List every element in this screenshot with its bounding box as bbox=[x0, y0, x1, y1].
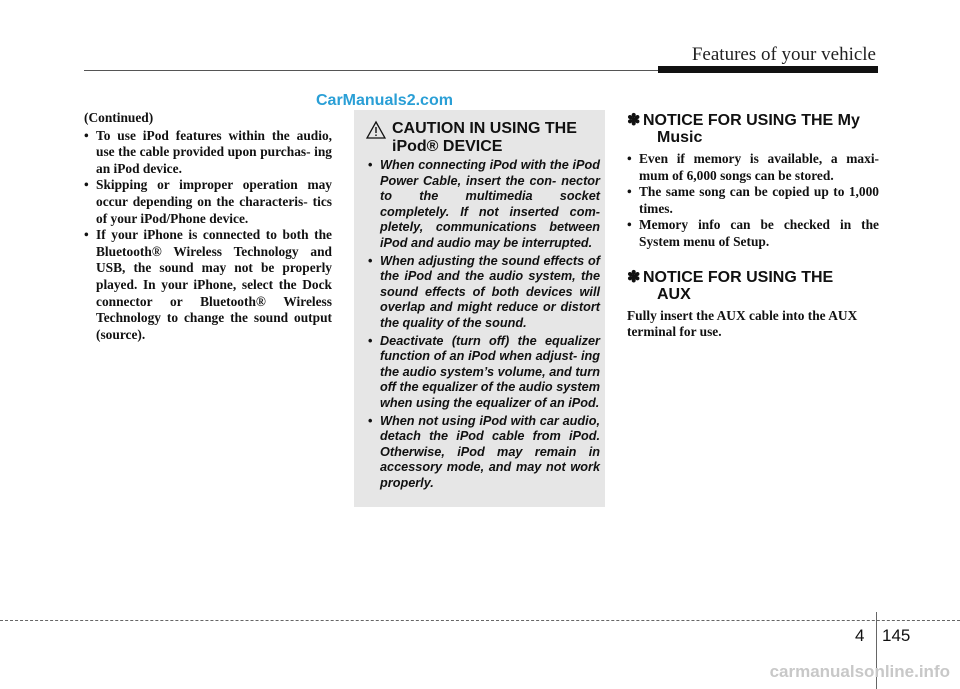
list-item: • To use iPod features within the audio, use the cable provided upon purchas- ing an iPod device. bbox=[84, 128, 332, 178]
chapter-number: 4 bbox=[855, 626, 865, 645]
caution-title: CAUTION IN USING THE iPod® DEVICE bbox=[392, 120, 577, 155]
notice-aux-title-line2: AUX bbox=[657, 285, 691, 303]
page-header-title: Features of your vehicle bbox=[691, 44, 876, 65]
notice-music-list bbox=[627, 151, 879, 251]
column-continued bbox=[84, 110, 332, 343]
ipod-usage-list bbox=[84, 128, 332, 344]
notice-aux-text: Fully insert the AUX cable into the AUX terminal for use. bbox=[627, 307, 858, 340]
notice-music-heading bbox=[627, 112, 879, 146]
watermark-top: CarManuals2.com bbox=[316, 92, 453, 109]
caution-box bbox=[354, 110, 605, 507]
caution-heading bbox=[364, 120, 604, 156]
header-rule bbox=[84, 70, 660, 71]
caution-list bbox=[368, 158, 600, 493]
column-notices bbox=[627, 112, 879, 341]
notice-star-icon: ✽ bbox=[627, 112, 641, 129]
list-item: • Deactivate (turn off) the equalizer function of an iPod when adjust- ing the audio system’s volume, and turn off the equalizer of the audio system when using the equalizer of an iPod. bbox=[368, 334, 600, 412]
list-item: • When adjusting the sound effects of the iPod and the audio system, the sound effects of both devices will overlap and might reduce or distort the quality of the sound. bbox=[368, 254, 600, 332]
notice-music-title-line1: NOTICE FOR USING THE My bbox=[643, 112, 860, 129]
header-rule-accent bbox=[658, 66, 878, 73]
notice-aux-heading bbox=[627, 269, 879, 303]
page-number: 145 bbox=[882, 626, 911, 645]
list-item: • When connecting iPod with the iPod Power Cable, insert the con- nector to the multimedia socket completely. If not inserted com- pletely, communications between iPod and audio may be interrupted. bbox=[368, 158, 600, 252]
notice-music-title-line2: Music bbox=[657, 129, 703, 146]
footer-rule bbox=[0, 620, 960, 621]
notice-star-icon: ✽ bbox=[627, 268, 641, 286]
continued-label: (Continued) bbox=[84, 110, 154, 125]
list-item: • Even if memory is available, a maxi- mum of 6,000 songs can be stored. bbox=[627, 151, 879, 184]
list-item: • The same song can be copied up to 1,000 times. bbox=[627, 184, 879, 217]
list-item: • Skipping or improper operation may occur depending on the characteris- tics of your iPod/Phone device. bbox=[84, 177, 332, 227]
notice-aux-title-line1: NOTICE FOR USING THE bbox=[643, 268, 834, 286]
warning-icon bbox=[366, 120, 386, 140]
watermark-bottom: carmanualsonline.info bbox=[769, 662, 950, 681]
list-item: • If your iPhone is connected to both the Bluetooth® Wireless Technology and USB, the sound may not be properly played. In your iPhone, select the Dock connector or Bluetooth® Wireless Technology to change the sound output (source). bbox=[84, 227, 332, 343]
list-item: • When not using iPod with car audio, detach the iPod cable from iPod. Otherwise, iPod may remain in accessory mode, and may not work properly. bbox=[368, 414, 600, 492]
list-item: • Memory info can be checked in the System menu of Setup. bbox=[627, 217, 879, 250]
